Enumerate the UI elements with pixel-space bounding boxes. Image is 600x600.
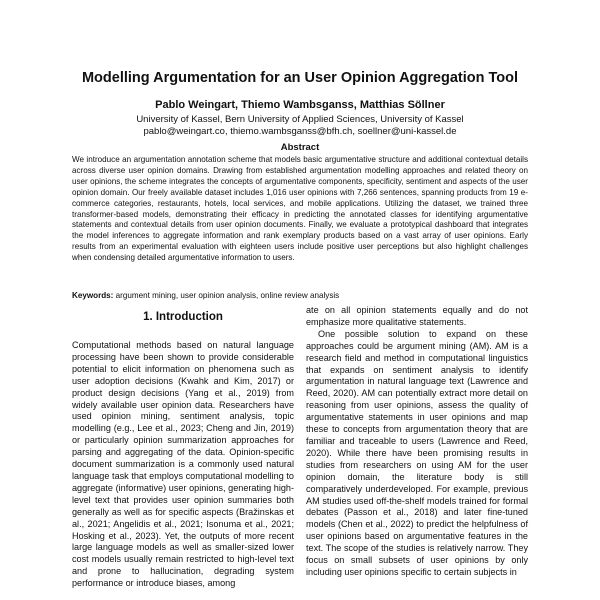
paper-title: Modelling Argumentation for an User Opinion Aggregation Tool — [81, 70, 519, 86]
intro-paragraph-2: One possible solution to expand on these approaches could be argument mining (AM). AM is a research field and method in computational linguistics that expands on sentiment analysis to identify argumentation in natural language text (Lawrence and Reed, 2020). AM can potentially extract more detail on reasoning from user opinions, assess the quality of argumentative statements in user opinions and map these to concepts from argumentation theory that are familiar and traceable to users (Lawrence and Reed, 2020). While there have been promising results in studies from researchers on using AM for the user opinion domain, the literature body is still comparatively underdeveloped. For example, previous AM studies used off-the-shelf models trained for formal debates (Passon et al., 2018) and later fine-tuned models (Chen et al., 2022) to predict the helpfulness of user opinions based on argumentative features in the text. The scope of the studies is relatively narrow. They focus on small subsets of user opinions by only including user opinions specific to certain subjects in — [306, 328, 528, 577]
right-column — [306, 305, 528, 579]
left-column — [72, 340, 294, 590]
keywords-label: Keywords: — [72, 291, 114, 300]
intro-paragraph-1: Computational methods based on natural language processing have been shown to provide considerable potential to elicit information on phenomena such as user adoption decisions (Kwahk and Kim, 2017) or product design decisions (Yang et al., 2019) from widely available user opinion data. Researchers have used opinion mining, sentiment analysis, topic modelling (e.g., Lee et al., 2023; Cheng and Jin, 2019) or particularly opinion summarization approaches for parsing and aggregating of the data. Opinion-specific document summarization is a commonly used natural language task that employs computational modelling to aggregate (informative) user opinions, generating high-level text that provides user opinion summaries both generally as well as for specific aspects (Bražinskas et al., 2021; Angelidis et al., 2021; Isonuma et al., 2021; Hosking et al., 2023). Yet, the outputs of more recent large language models as well as smaller-sized lower cost models usually remain restricted to high-level text and prone to hallucination, degrading system performance or introduce biases, among — [72, 340, 294, 589]
intro-paragraph-continued: ate on all opinion statements equally and do not emphasize more qualitative statements. — [306, 305, 528, 327]
abstract-heading: Abstract — [280, 142, 320, 153]
keywords-text: argument mining, user opinion analysis, online review analysis — [113, 291, 340, 300]
affiliations: University of Kassel, Bern University of Applied Sciences, University of Kassel — [136, 114, 464, 125]
section-heading-introduction: 1. Introduction — [143, 311, 223, 323]
keywords-line — [72, 291, 528, 300]
abstract-text: We introduce an argumentation annotation scheme that models basic argumentative structure and additional contextual details across diverse user opinion domains. Drawing from established argumentation modelling approaches and related theory on user opinions, the scheme integrates the concepts of argumentative components, specificity, sentiment and aspects of the user opinion domain. Our freely available dataset includes 1,016 user opinions with 7,266 sentences, spanning products from 19 e-commerce categories, restaurants, hotels, local services, and mobile applications. Utilizing the dataset, we trained three transformer-based models, demonstrating their efficacy in predicting the annotated classes for identifying argumentative statements and contextual details from user opinion documents. Finally, we evaluate a prototypical dashboard that integrates the model inferences to aggregate information and rank exemplary products based on a vast array of user opinions. Early results from an experimental evaluation with eighteen users include positive user perceptions but also highlight challenges when condensing detailed argumentative information to users. — [72, 155, 528, 263]
author-list: Pablo Weingart, Thiemo Wambsganss, Matthias Söllner — [155, 99, 445, 111]
author-emails: pablo@weingart.co, thiemo.wambsganss@bfh.ch, soellner@uni-kassel.de — [143, 126, 457, 137]
